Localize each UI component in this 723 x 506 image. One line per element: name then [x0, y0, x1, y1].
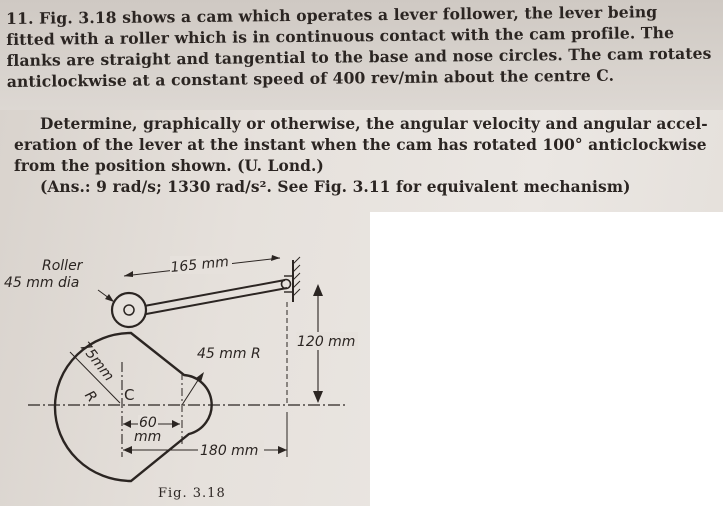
problem-line: fitted with a roller which is in continuous contact with the cam profile. The [6, 23, 675, 49]
dim-120-label: 120 mm [297, 334, 356, 350]
cam-figure [0, 212, 370, 506]
question-statement [14, 114, 722, 198]
question-line: eration of the lever at the instant when the cam has rotated 100° anticlockwise [14, 136, 707, 154]
roller-dia-label: 45 mm dia [4, 275, 80, 291]
problem-line: 11. Fig. 3.18 shows a cam which operates a lever follower, the lever being [6, 2, 658, 28]
lever-arm [128, 280, 285, 309]
dim-60-label: 60 [139, 415, 157, 431]
cam-profile [55, 333, 212, 481]
question-line: from the position shown. (U. Lond.) [14, 157, 324, 175]
roller [112, 293, 146, 327]
dim-165-arrowhead-left [124, 271, 133, 277]
dim-60-arrowhead-right [172, 420, 180, 428]
lever-pivot [282, 280, 291, 289]
base-radius-r: R [81, 387, 100, 406]
problem-statement [6, 1, 719, 92]
problem-line: anticlockwise at a constant speed of 400 rev/min about the centre C. [6, 65, 615, 91]
dim-180-arrowhead-left [123, 446, 132, 454]
dim-120-arrowhead-top [313, 284, 323, 296]
nose-radius-label: 45 mm R [197, 346, 261, 362]
roller-leader-arrowhead [105, 294, 114, 302]
blank-area [370, 212, 723, 506]
figure-caption: Fig. 3.18 [158, 486, 226, 501]
dim-60-arrowhead-left [123, 420, 131, 428]
problem-line: flanks are straight and tangential to the base and nose circles. The cam rotates [6, 43, 712, 70]
question-line: Determine, graphically or otherwise, the angular velocity and angular accel- [40, 115, 708, 133]
dim-165-arrowhead-right [271, 255, 280, 261]
wall-hatching [293, 257, 300, 296]
lever-arm-edge [130, 288, 287, 317]
dim-165-label: 165 mm [169, 253, 230, 276]
dim-60-unit: mm [134, 429, 162, 445]
dim-180-label: 180 mm [200, 443, 259, 459]
roller-label: Roller [42, 258, 83, 274]
centre-label: C [124, 386, 135, 404]
base-radius-label: 75mm [76, 338, 117, 385]
dim-180-arrowhead-right [278, 446, 287, 454]
answer-line: (Ans.: 9 rad/s; 1330 rad/s². See Fig. 3.11 for equivalent mechanism) [40, 178, 631, 196]
dim-120-arrowhead-bottom [313, 391, 323, 403]
